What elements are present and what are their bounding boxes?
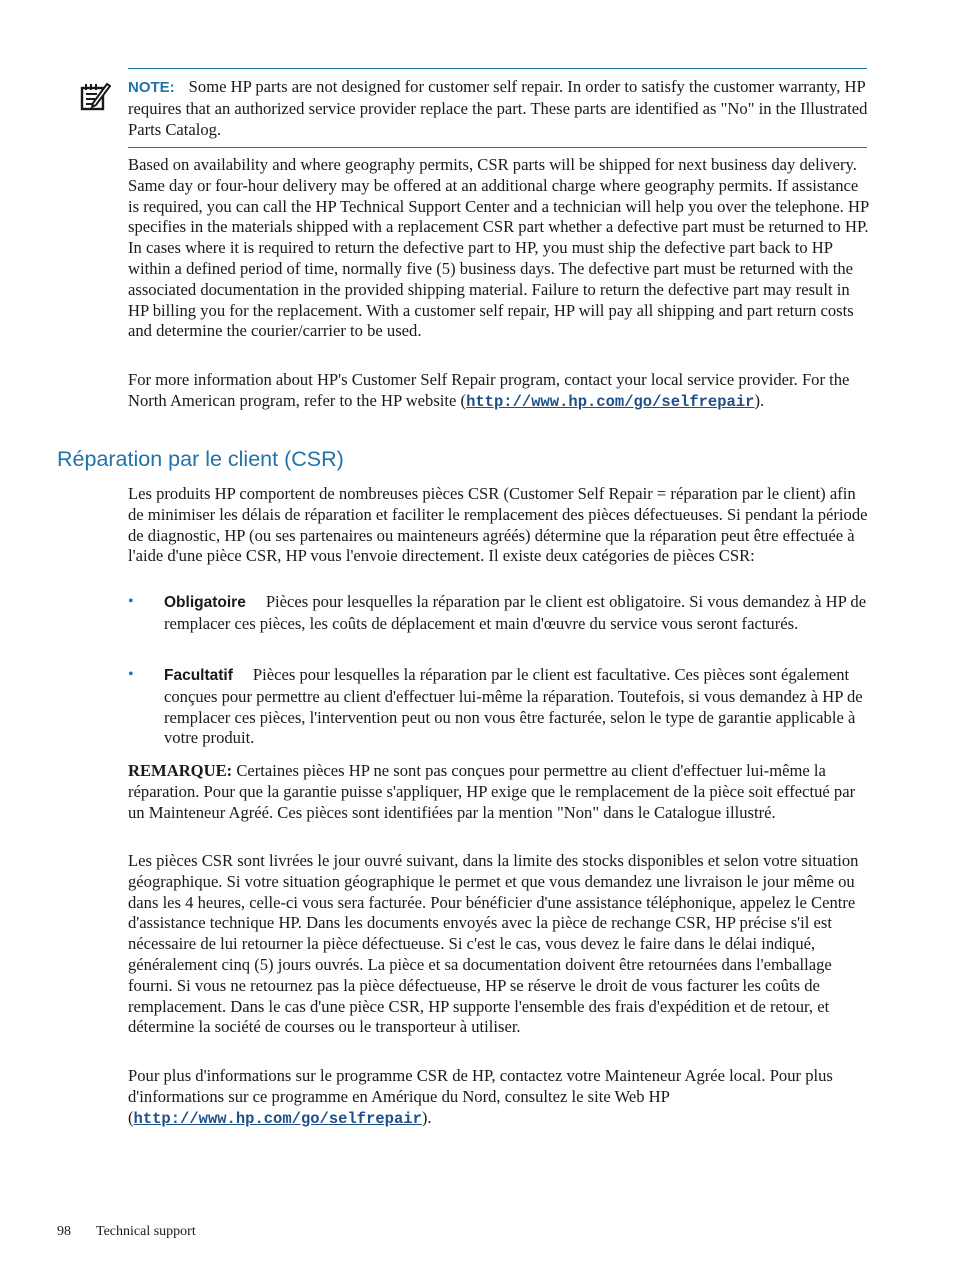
delivery-block <box>128 851 869 1038</box>
bullet-item-obligatoire <box>128 592 869 635</box>
selfrepair-link[interactable]: http://www.hp.com/go/selfrepair <box>466 392 755 411</box>
bullet-item-facultatif <box>128 665 869 749</box>
page-number: 98 <box>57 1224 71 1239</box>
note-icon <box>79 81 111 113</box>
more-info-paragraph <box>128 370 869 413</box>
note-label: NOTE: <box>128 79 175 96</box>
french-more-info-suffix: ). <box>421 1107 432 1127</box>
english-more-info <box>128 370 869 413</box>
french-more-info-text: Pour plus d'informations sur le programme CSR de HP, contactez votre Mainteneur Agrée local. Pour plus d'informations sur ce programme en Amérique du Nord, consultez le site Web HP ( <box>128 1066 833 1127</box>
note-box <box>128 77 869 140</box>
csr-delivery-paragraph: Based on availability and where geography permits, CSR parts will be shipped for next business day delivery. Same day or four-hour delivery may be offered at an additional charge where geography permits. If assistance is required, you can call the HP Technical Support Center and a technician will help you over the telephone. HP specifies in the materials shipped with a replacement CSR part whether a defective part must be returned to HP. In cases where it is required to return the defective part to HP, you must ship the defective part back to HP within a defined period of time, normally five (5) business days. The defective part must be returned with the associated documentation in the provided shipping material. Failure to return the defective part may result in HP billing you for the replacement. With a customer self repair, HP will pay all shipping and part return costs and determine the courier/carrier to be used. <box>128 155 869 341</box>
remark-label: REMARQUE: <box>128 761 233 780</box>
note-bottom-rule <box>128 147 867 148</box>
intro-paragraph: Les produits HP comportent de nombreuses pièces CSR (Customer Self Repair = réparation par le client) afin de minimiser les délais de réparation et faciliter le remplacement des pièces défectueuses. Si pendant la période de diagnostic, HP (ou ses partenaires ou mainteneurs agréés) détermine que la réparation peut être effectuée à l'aide d'une pièce CSR, HP vous l'envoie directement. Il existe deux catégories de pièces CSR: <box>128 484 868 566</box>
french-more-info-paragraph <box>128 1066 869 1129</box>
french-intro <box>128 484 869 567</box>
more-info-suffix: ). <box>754 390 765 410</box>
bullet-icon: • <box>128 593 134 610</box>
more-info-text: For more information about HP's Customer Self Repair program, contact your local service provider. For the North American program, refer to the HP website ( <box>128 370 850 410</box>
remark-paragraph <box>128 761 869 823</box>
footer-section-title: Technical support <box>96 1224 196 1239</box>
bullet-description: Pièces pour lesquelles la réparation par le client est facultative. Ces pièces sont également conçues pour permettre au client d'effectuer lui-même la réparation. Toutefois, si vous demandez à HP de remplacer ces pièces, l'intervention peut ou non vous être facturée, selon le type de garantie applicable à votre produit. <box>164 665 863 748</box>
selfrepair-link-fr[interactable]: http://www.hp.com/go/selfrepair <box>133 1109 422 1128</box>
bullet-icon: • <box>128 666 134 683</box>
english-section <box>128 155 869 342</box>
section-heading: Réparation par le client (CSR) <box>57 447 344 471</box>
bullet-term: Facultatif <box>164 667 233 684</box>
note-paragraph <box>128 77 869 140</box>
bullet-text <box>164 592 869 635</box>
note-text: Some HP parts are not designed for customer self repair. In order to satisfy the customer warranty, HP requires that an authorized service provider replace the part. These parts are identified as "No" in the Illustrated Parts Catalog. <box>128 77 868 139</box>
bullet-text <box>164 665 869 749</box>
bullet-term: Obligatoire <box>164 594 246 611</box>
remark-block <box>128 761 869 823</box>
remark-text: Certaines pièces HP ne sont pas conçues pour permettre au client d'effectuer lui-même la réparation. Pour que la garantie puisse s'appliquer, HP exige que le remplacement de la pièce soit effectué par un Mainteneur Agréé. Ces pièces sont identifiées par la mention "Non" dans le Catalogue illustré. <box>128 761 856 822</box>
delivery-paragraph: Les pièces CSR sont livrées le jour ouvré suivant, dans la limite des stocks disponibles et selon votre situation géographique. Si votre situation géographique le permet et que vous demandez une livraison le jour même ou dans les 4 heures, celle-ci vous sera facturée. Pour bénéficier d'une assistance téléphonique, appelez le Centre d'assistance technique HP. Dans les documents envoyés avec la pièce de rechange CSR, HP précise s'il est nécessaire de lui retourner la pièce défectueuse. Si c'est le cas, vous devez le faire dans le délai indiqué, généralement cinq (5) jours ouvrés. La pièce et sa documentation doivent être retournées dans l'emballage fourni. Si vous ne retournez pas la pièce défectueuse, HP se réserve le droit de vous facturer les coûts de remplacement. Dans le cas d'une pièce CSR, HP supporte l'ensemble des frais d'expédition et de retour, et détermine la société de courses ou le transporteur à utiliser. <box>128 851 859 1037</box>
bullet-description: Pièces pour lesquelles la réparation par le client est obligatoire. Si vous demandez à HP de remplacer ces pièces, les coûts de déplacement et main d'œuvre du service vous seront facturés. <box>164 592 867 633</box>
note-top-rule <box>128 68 867 69</box>
french-more-info <box>128 1066 869 1129</box>
